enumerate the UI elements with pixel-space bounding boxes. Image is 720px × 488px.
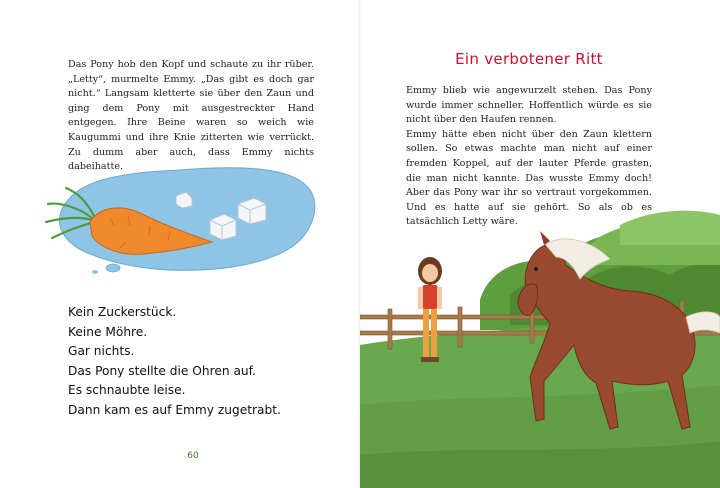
paragraph: Das Pony hob den Kopf und schaute zu ihr rüber. „Letty“, murmelte Emmy. „Das gibt es doch gar nicht.“ Langsam kletterte sie über den Zaun und ging dem Pony mit ausgestreckter Hand entgegen. Ihre Beine waren so weich wie Kaugummi und ihre Knie zitterten wie verrückt. Zu dumm aber auch, dass Emmy nichts dabeihatte. (68, 59, 314, 173)
sentence-line: Dann kam es auf Emmy zugetrabt. (68, 402, 281, 417)
page-number: 60 (187, 451, 199, 461)
short-sentences (68, 303, 348, 421)
water-drop (106, 264, 120, 272)
sentence-line: Es schnaubte leise. (68, 383, 186, 398)
pony-tail (686, 312, 720, 333)
paragraph: Emmy hätte eben nicht über den Zaun klettern sollen. So etwas machte man nicht auf einer fremden Koppel, auf der lauter Pferde grasten, die man nicht kannte. Das wusste Emmy doch! Aber das Pony war ihr so vertraut vorgekommen. Und es hatte auf sie gehört. So als ob es tatsächlich Letty wäre. (406, 128, 652, 228)
pony-meadow-illustration (360, 205, 720, 488)
sentence-line: Gar nichts. (68, 344, 135, 359)
water-drop (92, 270, 98, 274)
chapter-title: Ein verbotener Ritt (455, 50, 603, 68)
sentence-line: Das Pony stellte die Ohren auf. (68, 363, 256, 378)
carrot-sugar-illustration (40, 160, 330, 280)
sugar-cube (238, 198, 266, 224)
left-page-paragraph-block (68, 58, 314, 175)
sugar-cube (210, 214, 236, 240)
sentence-line: Kein Zuckerstück. (68, 305, 177, 319)
sentence-line: Keine Möhre. (68, 324, 148, 339)
paragraph: Emmy blieb wie angewurzelt stehen. Das Pony wurde immer schneller. Hoffentlich würde es sie nicht über den Haufen rennen. (406, 85, 652, 126)
